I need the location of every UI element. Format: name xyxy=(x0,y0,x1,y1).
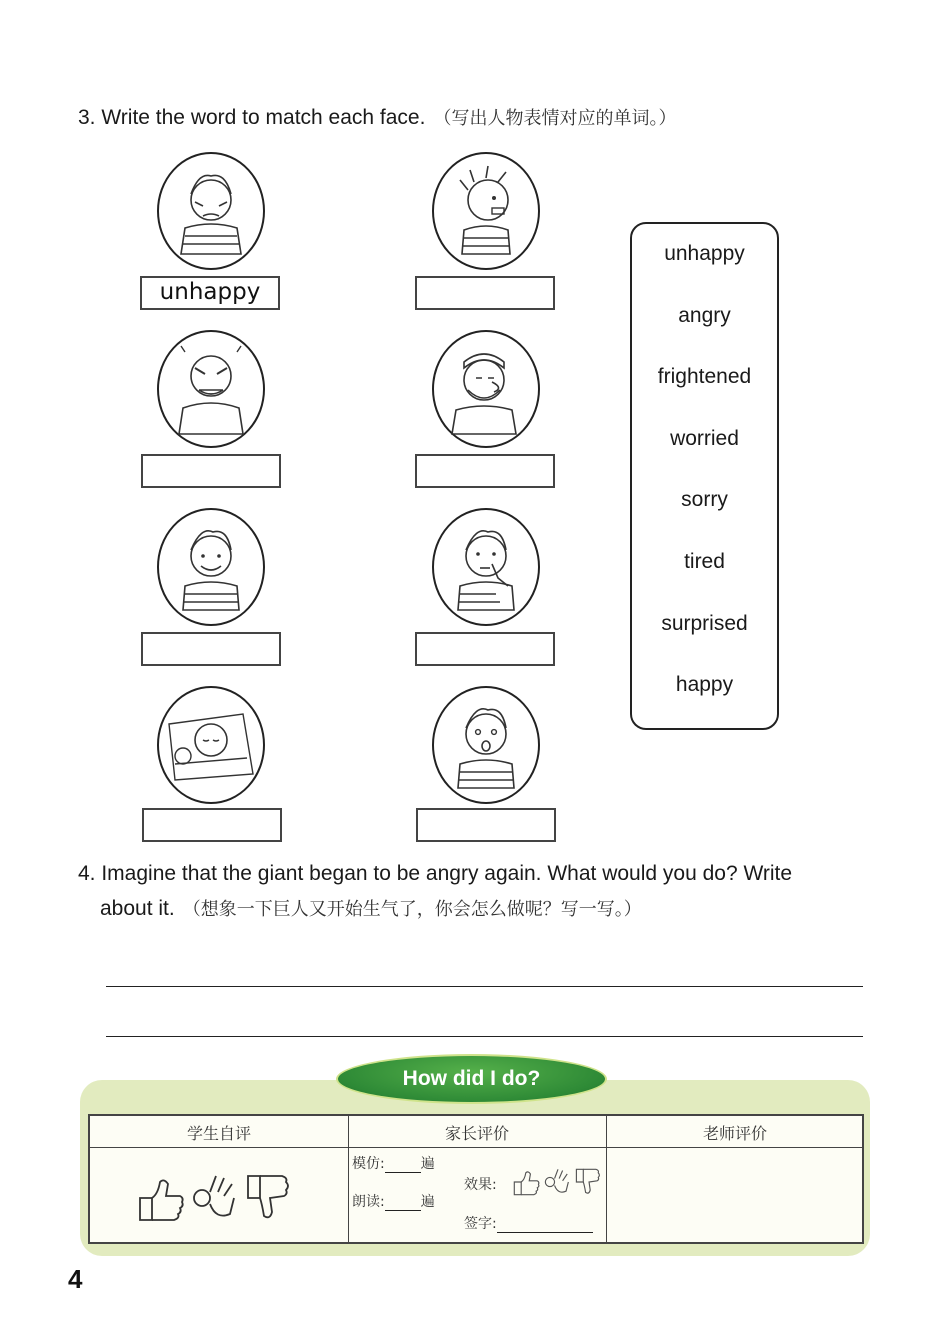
evaluation-table xyxy=(88,1114,864,1244)
table-divider xyxy=(90,1147,862,1148)
imitate-row: 模仿: 遍 xyxy=(352,1156,435,1172)
boy-sleeping-icon xyxy=(155,684,267,806)
signature-field[interactable] xyxy=(497,1216,593,1233)
question-4-title-cont: about it. （想象一下巨人又开始生气了，你会怎么做呢？写一写。） xyxy=(100,897,642,920)
answer-box-2[interactable] xyxy=(415,276,555,310)
boy-crying-icon xyxy=(155,150,267,272)
ok-hand-icon xyxy=(194,1176,234,1216)
page-number: 4 xyxy=(68,1264,83,1294)
question-4-title: 4. Imagine that the giant began to be angry again. What would you do? Write xyxy=(78,862,793,885)
thumbs-down-icon xyxy=(248,1176,288,1217)
evaluation-title: How did I do? xyxy=(336,1054,607,1104)
sign-row: 签字: xyxy=(464,1213,593,1233)
boy-surprised-icon xyxy=(430,684,542,806)
answer-box-3[interactable] xyxy=(141,454,281,488)
answer-box-8[interactable] xyxy=(416,808,556,842)
boy-frightened-icon xyxy=(430,150,542,272)
giant-bandaged-icon xyxy=(430,328,542,450)
answer-box-5[interactable] xyxy=(141,632,281,666)
word-bank-item: frightened xyxy=(657,365,752,388)
word-bank-item: tired xyxy=(684,550,725,573)
thumbs-up-icon xyxy=(140,1180,183,1220)
read-count-field[interactable] xyxy=(385,1194,421,1211)
answer-box-7[interactable] xyxy=(142,808,282,842)
imitate-count-field[interactable] xyxy=(385,1156,421,1173)
word-bank-item: sorry xyxy=(681,488,728,511)
boy-smiling-icon xyxy=(155,506,267,628)
question-3-title: 3. Write the word to match each face. （写出人物表情对应的单词。） xyxy=(78,106,677,129)
answer-box-6[interactable] xyxy=(415,632,555,666)
header-parent-eval: 家长评价 xyxy=(444,1124,509,1143)
read-row: 朗读: 遍 xyxy=(352,1194,435,1210)
word-bank-item: surprised xyxy=(661,612,748,635)
effect-icons[interactable] xyxy=(512,1164,604,1200)
word-bank-item: worried xyxy=(670,427,739,450)
word-bank-item: unhappy xyxy=(664,242,745,265)
word-bank-item: happy xyxy=(675,673,734,696)
giant-angry-icon xyxy=(155,328,267,450)
effect-label: 效果: xyxy=(464,1177,497,1193)
word-bank-item: angry xyxy=(678,304,731,327)
word-bank xyxy=(630,222,779,730)
boy-thinking-icon xyxy=(430,506,542,628)
writing-line-1[interactable] xyxy=(106,986,863,987)
answer-box-4[interactable] xyxy=(415,454,555,488)
header-teacher-eval: 老师评价 xyxy=(702,1124,767,1143)
header-self-eval: 学生自评 xyxy=(186,1124,251,1143)
answer-box-1[interactable]: unhappy xyxy=(140,276,280,310)
writing-line-2[interactable] xyxy=(106,1036,863,1037)
self-eval-icons xyxy=(136,1168,296,1228)
